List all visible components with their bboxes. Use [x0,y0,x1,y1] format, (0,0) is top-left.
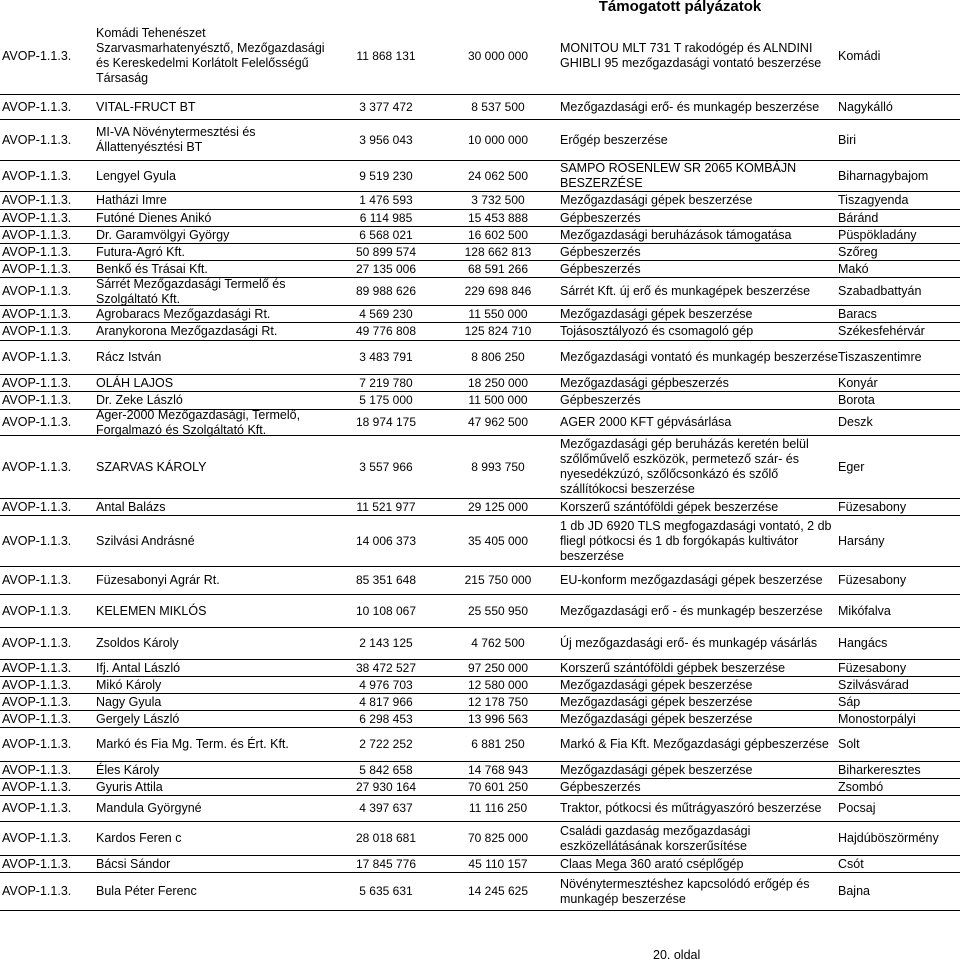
table-row [0,595,960,628]
cell-name: Benkő és Trásai Kft. [96,261,208,276]
cell-name: Ager-2000 Mezőgazdasági, Termelő, Forgalmazó és Szolgáltató Kft. [96,407,301,437]
cell-name: Lengyel Gyula [96,168,176,183]
cell-amount2: 30 000 000 [467,48,529,63]
cell-amount1: 6 298 453 [359,711,413,726]
cell-name: Dr. Zeke László [96,393,183,407]
cell-description: Markó & Fia Kft. Mezőgazdasági gépbeszerzése [560,737,829,751]
cell-description: Mezőgazdasági gépek beszerzése [560,193,753,207]
cell-code: AVOP-1.1.3. [2,801,72,815]
table-row [0,323,960,341]
cell-place: Zsombó [838,779,884,794]
cell-description: 1 db JD 6920 TLS megfogazdasági vontató, 2 db fliegl pótkocsi és 1 db forgókapás kultivátor beszerzése [560,518,832,563]
cell-place: Tiszagyenda [838,193,909,207]
table-row [0,120,960,161]
cell-name: Szilvási Andrásné [96,533,195,548]
cell-description: Új mezőgazdasági erő- és munkagép vásárlás [560,636,818,650]
cell-code: AVOP-1.1.3. [2,415,72,429]
table-row [0,796,960,822]
cell-place: Hangács [838,636,888,650]
cell-name: Mikó Károly [96,677,162,692]
cell-amount2: 11 500 000 [468,393,528,408]
cell-name: Agrobaracs Mezőgazdasági Rt. [96,306,271,321]
cell-amount1: 89 988 626 [355,284,417,299]
cell-description: Mezőgazdasági erő - és munkagép beszerzése [560,603,823,618]
cell-place: Csót [838,856,864,871]
table-row [0,278,960,306]
table-row [0,660,960,677]
cell-amount2: 24 062 500 [467,168,529,183]
table-row [0,628,960,660]
table-row [0,762,960,779]
cell-code: AVOP-1.1.3. [2,193,72,207]
table-row [0,822,960,856]
cell-place: Nagykálló [838,99,893,114]
table-row [0,192,960,210]
table-row [0,227,960,244]
cell-amount1: 1 476 593 [359,193,413,208]
cell-amount1: 6 568 021 [359,227,413,242]
cell-name: Aranykorona Mezőgazdasági Rt. [96,324,278,338]
cell-amount2: 10 000 000 [467,132,529,147]
table-row [0,407,960,437]
table-row [0,95,960,120]
cell-code: AVOP-1.1.3. [2,603,72,618]
cell-amount2: 15 453 888 [467,210,529,225]
cell-description: SAMPO ROSENLEW SR 2065 KOMBÁJN BESZERZÉSE [560,161,797,190]
cell-code: AVOP-1.1.3. [2,677,72,692]
cell-amount1: 11 521 977 [356,499,416,514]
cell-place: Füzesabony [838,660,907,675]
table-row [0,873,960,911]
cell-description: Claas Mega 360 arató cséplőgép [560,856,744,871]
cell-name: Dr. Garamvölgyi György [96,227,230,242]
cell-description: Mezőgazdasági gépek beszerzése [560,711,753,726]
cell-code: AVOP-1.1.3. [2,499,72,514]
cell-amount2: 29 125 000 [467,499,529,514]
cell-code: AVOP-1.1.3. [2,459,72,474]
cell-amount1: 5 635 631 [359,884,413,899]
cell-name: Füzesabonyi Agrár Rt. [96,573,220,587]
cell-name: Gyuris Attila [96,779,163,794]
cell-name: Futura-Agró Kft. [96,244,185,259]
cell-code: AVOP-1.1.3. [2,244,72,259]
table-row [0,516,960,567]
cell-place: Szilvásvárad [838,677,909,692]
cell-amount2: 16 602 500 [467,227,529,242]
cell-place: Biri [838,132,857,147]
cell-amount2: 6 881 250 [471,737,525,752]
cell-name: KELEMEN MIKLÓS [96,603,207,618]
cell-description: MONITOU MLT 731 T rakodógép és ALNDINI GHIBLI 95 mezőgazdasági vontató beszerzése [560,41,822,70]
cell-amount2: 12 178 750 [467,694,529,709]
cell-name: Zsoldos Károly [96,636,179,650]
cell-name: VITAL-FRUCT BT [96,99,196,114]
cell-description: Mezőgazdasági erő- és munkagép beszerzése [560,99,820,114]
cell-code: AVOP-1.1.3. [2,533,72,548]
cell-amount2: 11 116 250 [468,801,528,816]
cell-amount1: 3 557 966 [359,459,413,474]
cell-code: AVOP-1.1.3. [2,856,72,871]
cell-amount1: 5 175 000 [359,393,413,408]
cell-amount1: 5 842 658 [359,762,413,777]
cell-name: Bácsi Sándor [96,856,171,871]
cell-amount2: 215 750 000 [464,573,532,588]
cell-name: Hatházi Imre [96,193,167,207]
cell-amount2: 14 768 943 [467,762,529,777]
cell-name: SZARVAS KÁROLY [96,459,207,474]
cell-amount1: 28 018 681 [355,831,417,846]
cell-amount2: 229 698 846 [464,284,532,299]
cell-code: AVOP-1.1.3. [2,779,72,794]
cell-amount1: 7 219 780 [359,375,413,390]
cell-amount2: 25 550 950 [467,603,529,618]
cell-amount2: 97 250 000 [467,660,529,675]
table-row [0,711,960,728]
cell-place: Biharkeresztes [838,762,921,777]
cell-place: Deszk [838,415,873,429]
cell-amount1: 4 397 637 [359,801,413,816]
cell-code: AVOP-1.1.3. [2,762,72,777]
cell-name: Komádi Tehenészet Szarvasmarhatenyésztő, Mezőgazdasági és Kereskedelmi Korlátolt Felelősségű Társaság [96,26,325,85]
cell-description: Növénytermesztéshez kapcsolódó erőgép és munkagép beszerzése [560,876,810,906]
cell-amount1: 2 143 125 [359,636,413,651]
cell-name: Futóné Dienes Anikó [96,210,212,225]
cell-description: Mezőgazdasági gépek beszerzése [560,677,753,692]
cell-place: Mikófalva [838,603,891,618]
table-row [0,567,960,595]
cell-code: AVOP-1.1.3. [2,737,72,751]
cell-code: AVOP-1.1.3. [2,375,72,390]
cell-amount1: 38 472 527 [355,660,417,675]
cell-amount2: 70 601 250 [467,779,529,794]
table-row [0,161,960,192]
cell-amount1: 27 930 164 [355,779,417,794]
cell-place: Pocsaj [838,801,876,815]
cell-amount2: 13 996 563 [467,711,529,726]
cell-code: AVOP-1.1.3. [2,573,72,587]
cell-code: AVOP-1.1.3. [2,227,72,242]
cell-amount2: 18 250 000 [467,375,529,390]
cell-place: Püspökladány [838,227,917,242]
cell-place: Sáp [838,694,861,709]
cell-place: Solt [838,737,860,751]
cell-place: Baracs [838,306,877,321]
cell-name: Markó és Fia Mg. Term. és Ért. Kft. [96,737,289,751]
cell-name: Bula Péter Ferenc [96,884,197,898]
table-row [0,436,960,499]
table-row [0,677,960,694]
cell-code: AVOP-1.1.3. [2,711,72,726]
cell-description: Gépbeszerzés [560,779,641,794]
cell-amount2: 128 662 813 [464,244,532,259]
cell-place: Borota [838,393,875,407]
cell-amount1: 4 817 966 [359,694,413,709]
cell-place: Biharnagybajom [838,168,929,183]
table-row [0,779,960,796]
cell-code: AVOP-1.1.3. [2,393,72,407]
cell-name: OLÁH LAJOS [96,375,174,390]
cell-code: AVOP-1.1.3. [2,324,72,338]
cell-description: Mezőgazdasági vontató és munkagép beszerzése [560,350,838,364]
cell-place: Székesfehérvár [838,324,925,338]
cell-description: Sárrét Kft. új erő és munkagépek beszerzése [560,284,811,298]
cell-code: AVOP-1.1.3. [2,350,72,364]
cell-place: Hajdúböszörmény [838,831,939,845]
cell-amount2: 8 806 250 [471,350,525,365]
cell-amount1: 18 974 175 [355,415,417,430]
cell-description: Gépbeszerzés [560,210,641,225]
cell-name: Éles Károly [96,762,160,777]
cell-place: Báránd [838,210,879,225]
cell-name: Kardos Feren c [96,831,182,845]
cell-name: Mandula Györgyné [96,801,202,815]
cell-amount1: 27 135 006 [355,261,417,276]
cell-amount1: 3 483 791 [359,350,413,365]
cell-name: MI-VA Növénytermesztési és Állattenyésztési BT [96,125,256,154]
cell-amount1: 14 006 373 [355,533,417,548]
cell-description: Traktor, pótkocsi és műtrágyaszóró beszerzése [560,801,822,815]
cell-place: Füzesabony [838,499,907,514]
cell-code: AVOP-1.1.3. [2,636,72,650]
table-row [0,728,960,762]
cell-amount2: 8 993 750 [471,459,525,474]
cell-amount2: 11 550 000 [468,306,528,321]
cell-amount2: 47 962 500 [467,415,529,430]
cell-description: AGER 2000 KFT gépvásárlása [560,415,732,429]
cell-amount1: 6 114 985 [359,210,413,225]
cell-amount1: 17 845 776 [355,856,417,871]
table-row [0,694,960,711]
cell-amount2: 68 591 266 [467,261,529,276]
cell-description: Mezőgazdasági beruházások támogatása [560,227,792,242]
cell-code: AVOP-1.1.3. [2,660,72,675]
cell-code: AVOP-1.1.3. [2,48,72,63]
cell-amount1: 49 776 808 [355,324,417,339]
cell-description: Mezőgazdasági gépbeszerzés [560,375,729,390]
cell-code: AVOP-1.1.3. [2,884,72,898]
cell-amount1: 4 569 230 [359,306,413,321]
cell-amount1: 2 722 252 [359,737,413,752]
cell-description: Erőgép beszerzése [560,132,668,147]
cell-amount2: 12 580 000 [467,677,529,692]
cell-place: Monostorpályi [838,711,916,726]
table-row [0,210,960,227]
cell-code: AVOP-1.1.3. [2,306,72,321]
cell-name: Sárrét Mezőgazdasági Termelő és Szolgáltató Kft. [96,276,286,306]
cell-amount1: 11 868 131 [356,48,416,63]
cell-description: Mezőgazdasági gépek beszerzése [560,694,753,709]
cell-amount1: 85 351 648 [355,573,417,588]
cell-name: Rácz István [96,350,162,364]
cell-place: Szabadbattyán [838,284,922,298]
cell-place: Konyár [838,375,878,390]
cell-amount2: 4 762 500 [471,636,525,651]
cell-amount2: 125 824 710 [464,324,532,339]
cell-code: AVOP-1.1.3. [2,168,72,183]
cell-description: Gépbeszerzés [560,393,641,407]
cell-amount1: 9 519 230 [359,168,413,183]
cell-amount1: 4 976 703 [359,677,413,692]
cell-name: Gergely László [96,711,180,726]
cell-code: AVOP-1.1.3. [2,99,72,114]
cell-place: Eger [838,459,865,474]
page-title: Támogatott pályázatok [598,0,762,15]
cell-amount2: 8 537 500 [471,99,525,114]
cell-place: Füzesabony [838,573,907,587]
cell-description: Korszerű szántóföldi gépbek beszerzése [560,660,786,675]
cell-code: AVOP-1.1.3. [2,261,72,276]
cell-place: Bajna [838,884,870,898]
cell-name: Antal Balázs [96,499,166,514]
table-row [0,244,960,261]
cell-code: AVOP-1.1.3. [2,831,72,845]
cell-description: Korszerű szántóföldi gépek beszerzése [560,499,779,514]
cell-amount2: 70 825 000 [467,831,529,846]
cell-place: Makó [838,261,869,276]
cell-description: EU-konform mezőgazdasági gépek beszerzése [560,573,823,587]
cell-description: Mezőgazdasági gépek beszerzése [560,762,753,777]
cell-amount1: 3 377 472 [359,99,413,114]
cell-description: Mezőgazdasági gépek beszerzése [560,306,753,321]
cell-name: Nagy Gyula [96,694,162,709]
cell-code: AVOP-1.1.3. [2,132,72,147]
cell-code: AVOP-1.1.3. [2,210,72,225]
cell-amount1: 50 899 574 [355,244,417,259]
cell-amount2: 14 245 625 [467,884,529,899]
cell-code: AVOP-1.1.3. [2,284,72,298]
cell-amount1: 10 108 067 [355,603,417,618]
cell-description: Gépbeszerzés [560,261,641,276]
table-row [0,856,960,873]
page-number: 20. oldal [653,948,701,962]
cell-amount2: 45 110 157 [468,856,528,871]
cell-description: Családi gazdaság mezőgazdasági eszközellátásának korszerűsítése [560,823,751,853]
cell-amount1: 3 956 043 [359,132,413,147]
cell-amount2: 3 732 500 [471,193,525,208]
cell-place: Harsány [838,533,885,548]
cell-code: AVOP-1.1.3. [2,694,72,709]
table-row [0,306,960,323]
cell-place: Komádi [838,48,881,63]
cell-name: Ifj. Antal László [96,660,181,675]
table-row [0,261,960,278]
cell-description: Mezőgazdasági gép beruházás keretén belül szőlőművelő eszközök, permetező szár- és nyesedékzúzó, szőlőcsonkázó és szőlő szállítókocsi beszerzése [560,437,809,496]
cell-description: Gépbeszerzés [560,244,641,259]
table-row [0,341,960,375]
cell-place: Szőreg [838,244,878,259]
cell-amount2: 35 405 000 [467,533,529,548]
table-row [0,375,960,392]
table-row [0,499,960,516]
cell-place: Tiszaszentimre [838,350,922,364]
cell-description: Tojásosztályozó és csomagoló gép [560,324,754,338]
table-row [0,18,960,95]
